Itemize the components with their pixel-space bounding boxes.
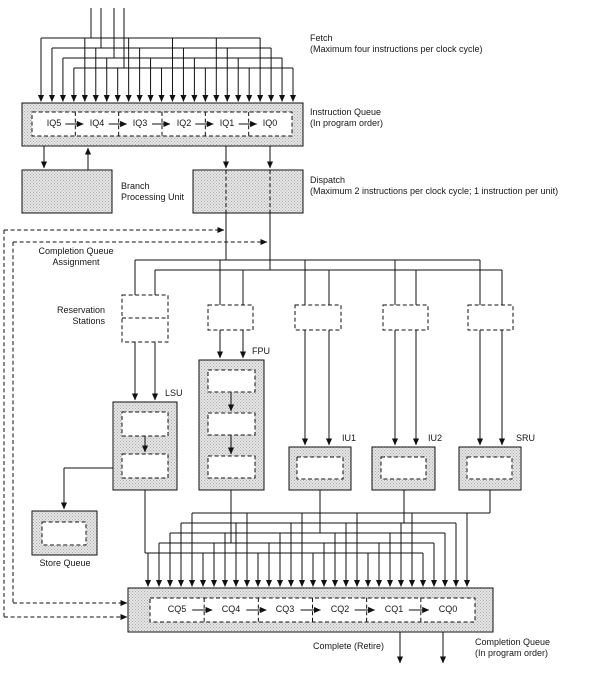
iq-entry-2: IQ2 bbox=[176, 118, 192, 128]
iq-entry-0: IQ0 bbox=[262, 118, 278, 128]
store-queue-label: Store Queue bbox=[39, 558, 91, 568]
branch-unit-line2: Processing Unit bbox=[121, 191, 185, 202]
fetch-subtitle: (Maximum four instructions per clock cycle) bbox=[310, 43, 483, 54]
dispatch-label bbox=[310, 175, 558, 196]
completion-assignment-line2: Assignment bbox=[52, 256, 100, 267]
complete-retire-label: Complete (Retire) bbox=[313, 641, 385, 651]
lsu-label: LSU bbox=[165, 388, 183, 398]
iu2-stage bbox=[381, 457, 426, 479]
completion-queue-label bbox=[475, 637, 550, 658]
dispatch-title: Dispatch bbox=[310, 175, 346, 185]
cq-entry-1: CQ1 bbox=[384, 604, 404, 614]
iu1-label: IU1 bbox=[342, 433, 357, 443]
fetch-label bbox=[310, 33, 483, 54]
branch-unit-label bbox=[121, 181, 184, 202]
sru-stage bbox=[467, 457, 512, 479]
cq-entry-4: CQ4 bbox=[221, 604, 241, 614]
branch-unit-line1: Branch bbox=[121, 181, 150, 191]
instruction-queue-subtitle: (In program order) bbox=[310, 117, 384, 128]
reservation-stations-label bbox=[45, 305, 105, 326]
instruction-queue-label bbox=[310, 107, 383, 128]
reservation-stations-line2: Stations bbox=[72, 315, 105, 326]
iq-entry-3: IQ3 bbox=[132, 118, 148, 128]
dispatch-box bbox=[193, 170, 303, 213]
completion-queue-title: Completion Queue bbox=[475, 637, 551, 647]
cq-entry-2: CQ2 bbox=[330, 604, 350, 614]
store-queue-inner bbox=[42, 522, 86, 545]
instruction-queue-title: Instruction Queue bbox=[310, 107, 382, 117]
sru-reservation-station bbox=[468, 305, 513, 330]
iu2-reservation-station bbox=[383, 305, 428, 330]
iq-entry-1: IQ1 bbox=[219, 118, 235, 128]
iq-entry-5: IQ5 bbox=[46, 118, 62, 128]
branch-unit-box bbox=[22, 170, 112, 213]
fpu-stage-3 bbox=[208, 456, 255, 478]
cq-entry-0: CQ0 bbox=[438, 604, 458, 614]
cq-entry-5: CQ5 bbox=[167, 604, 187, 614]
lsu-stage-2 bbox=[122, 454, 168, 478]
fpu-stage-2 bbox=[208, 413, 255, 435]
iq-entry-4: IQ4 bbox=[89, 118, 105, 128]
iu2-label: IU2 bbox=[428, 433, 443, 443]
fpu-stage-1 bbox=[208, 370, 255, 392]
fpu-reservation-station bbox=[208, 305, 253, 330]
dispatch-subtitle: (Maximum 2 instructions per clock cycle; 1 instruction per unit) bbox=[310, 185, 559, 196]
completion-queue-subtitle: (In program order) bbox=[475, 647, 549, 658]
iu1-stage bbox=[297, 457, 343, 479]
fpu-label: FPU bbox=[252, 346, 270, 356]
fetch-title: Fetch bbox=[310, 33, 333, 43]
completion-assignment-line1: Completion Queue bbox=[38, 246, 114, 256]
reservation-stations-line1: Reservation bbox=[56, 305, 105, 315]
completion-assignment-label bbox=[36, 246, 116, 267]
iu1-reservation-station bbox=[295, 305, 341, 330]
lsu-stage-1 bbox=[122, 412, 168, 436]
cq-entry-3: CQ3 bbox=[275, 604, 295, 614]
sru-label: SRU bbox=[516, 433, 536, 443]
